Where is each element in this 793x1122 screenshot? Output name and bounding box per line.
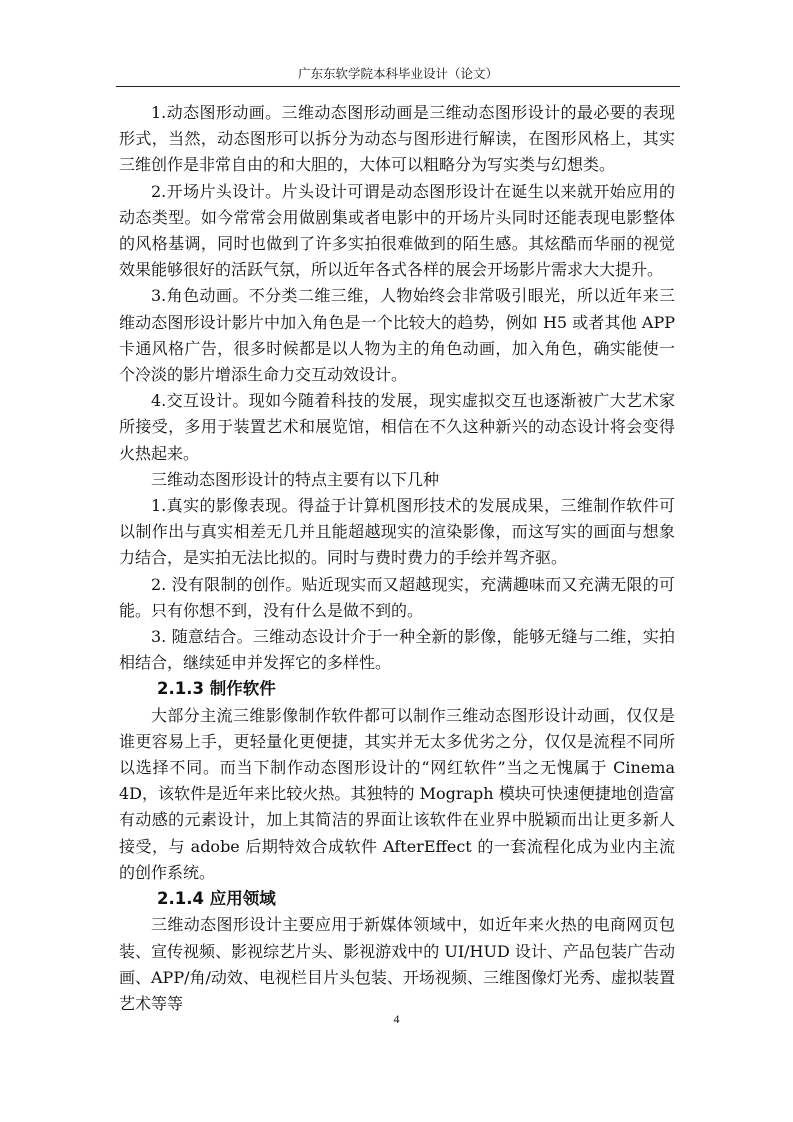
header-divider (116, 86, 680, 87)
paragraph: 大部分主流三维影像制作软件都可以制作三维动态图形设计动画，仅仅是谁更容易上手，更轻量化更便捷，其实并无太多优劣之分，仅仅是流程不同所以选择不同。而当下制作动态图形设计的“网红软件”当之无愧属于 Cinema 4D，该软件是近年来比较火热。其独特的 Mograph 模块可快速便捷地创造富有动感的元素设计，加上其简洁的界面让该软件在业界中脱颖而出让更多新人接受，与 adobe 后期特效合成软件 AfterEffect 的一套流程化成为业内主流的创作系统。 (119, 705, 675, 882)
paragraph: 三维动态图形设计主要应用于新媒体领域中，如近年来火热的电商网页包装、宣传视频、影视综艺片头、影视游戏中的 UI/HUD 设计、产品包装广告动画、APP/角/动效、电视栏目片头包装、开场视频、三维图像灯光秀、虚拟装置艺术等等 (119, 915, 675, 1013)
section-heading-2-1-3: 2.1.3 制作软件 (157, 679, 276, 699)
paragraph: 2.开场片头设计。片头设计可谓是动态图形设计在诞生以来就开始应用的动态类型。如今常常会用做剧集或者电影中的开场片头同时还能表现电影整体的风格基调，同时也做到了许多实拍很难做到的陌生感。其炫酷而华丽的视觉效果能够很好的活跃气氛，所以近年各式各样的展会开场影片需求大大提升。 (119, 181, 675, 280)
page-number: 4 (393, 1012, 400, 1026)
paragraph: 1.动态图形动画。三维动态图形动画是三维动态图形设计的最必要的表现形式，当然，动态图形可以拆分为动态与图形进行解读，在图形风格上，其实三维创作是非常自由的和大胆的，大体可以粗略分为写实类与幻想类。 (119, 103, 675, 175)
paragraph: 3.角色动画。不分类二维三维，人物始终会非常吸引眼光，所以近年来三维动态图形设计影片中加入角色是一个比较大的趋势，例如 H5 或者其他 APP 卡通风格广告，很多时候都是以人物为主的角色动画，加入角色，确实能使一个冷淡的影片增添生命力交互动效设计。 (119, 286, 675, 385)
body-text (119, 100, 675, 1017)
paragraph: 3. 随意结合。三维动态设计介于一种全新的影像，能够无缝与二维，实拍相结合，继续延申并发挥它的多样性。 (119, 627, 675, 673)
paragraph: 三维动态图形设计的特点主要有以下几种 (151, 469, 440, 489)
section-heading-2-1-4: 2.1.4 应用领域 (157, 889, 276, 909)
paragraph: 4.交互设计。现如今随着科技的发展，现实虚拟交互也逐渐被广大艺术家所接受，多用于装置艺术和展览馆，相信在不久这种新兴的动态设计将会变得火热起来。 (119, 391, 675, 463)
running-header: 广东东软学院本科毕业设计（论文） (297, 66, 498, 81)
paragraph: 2. 没有限制的创作。贴近现实而又超越现实，充满趣味而又充满无限的可能。只有你想不到，没有什么是做不到的。 (119, 574, 675, 620)
paragraph: 1.真实的影像表现。得益于计算机图形技术的发展成果，三维制作软件可以制作出与真实相差无几并且能超越现实的渲染影像，而这写实的画面与想象力结合，是实拍无法比拟的。同时与费时费力的手绘并驾齐驱。 (119, 496, 675, 568)
